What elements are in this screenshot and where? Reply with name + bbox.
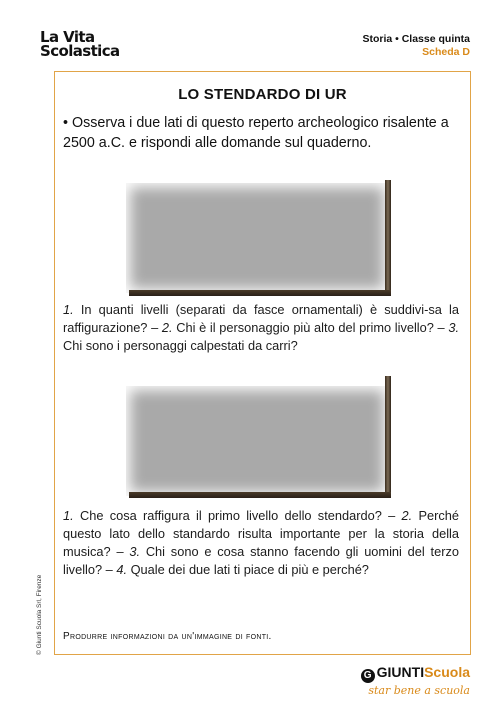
question-number: 1. <box>63 302 74 317</box>
magazine-logo <box>40 30 130 58</box>
question-number: 4. <box>116 562 128 577</box>
question-number: 2. <box>161 320 173 335</box>
questions-side-1 <box>63 301 459 355</box>
page-title: LO STENDARDO DI UR <box>178 86 347 103</box>
intro-text: • Osserva i due lati di questo reperto archeologico risalente a 2500 a.C. e rispondi alle domande sul quaderno. <box>63 115 449 151</box>
question-number: 1. <box>63 508 74 523</box>
learning-objective: Produrre informazioni da un'immagine di fonti. <box>63 631 272 642</box>
question-text: Che cosa raffigura il primo livello dello stendardo? – <box>73 508 402 523</box>
header-info <box>362 33 470 59</box>
brand-tagline: star bene a scuola <box>368 684 470 697</box>
publisher-brand <box>361 664 470 697</box>
brand-scuola: Scuola <box>424 664 470 680</box>
question-number: 2. <box>401 508 413 523</box>
question-text: Chi è il personaggio più alto del primo livello? – <box>172 320 449 335</box>
sheet-label: Scheda D <box>422 46 470 58</box>
artifact-image-side-2 <box>126 386 388 496</box>
worksheet-card <box>54 71 471 655</box>
logo-line-1: La Vita <box>40 28 95 46</box>
questions-side-2 <box>63 507 459 579</box>
artifact-image-side-1 <box>126 183 388 293</box>
question-number: 3. <box>129 544 141 559</box>
logo-line-2: Scolastica <box>40 42 120 60</box>
image-frame-edge <box>385 180 391 296</box>
giunti-g-icon: G <box>361 669 375 683</box>
question-number: 3. <box>448 320 460 335</box>
question-text: Chi sono i personaggi calpestati da carri? <box>63 338 298 353</box>
question-text: Chi sono e cosa stanno facendo gli uomini del terzo livello? – <box>63 544 459 577</box>
question-text: Perché questo lato dello standardo risulta importante per la storia della musica? – <box>63 508 459 559</box>
image-frame-bottom <box>129 492 391 498</box>
image-frame-edge <box>385 376 391 498</box>
question-text: Quale dei due lati ti piace di più e perché? <box>127 562 369 577</box>
subject-label: Storia • Classe quinta <box>362 33 470 45</box>
image-frame-bottom <box>129 290 391 296</box>
question-text: In quanti livelli (separati da fasce ornamentali) è suddivi-sa la raffigurazione? – <box>63 302 459 335</box>
brand-giunti: GIUNTI <box>376 664 425 680</box>
copyright-notice: © Giunti Scuola Srl, Firenze <box>36 574 43 655</box>
brand-name <box>361 664 470 683</box>
